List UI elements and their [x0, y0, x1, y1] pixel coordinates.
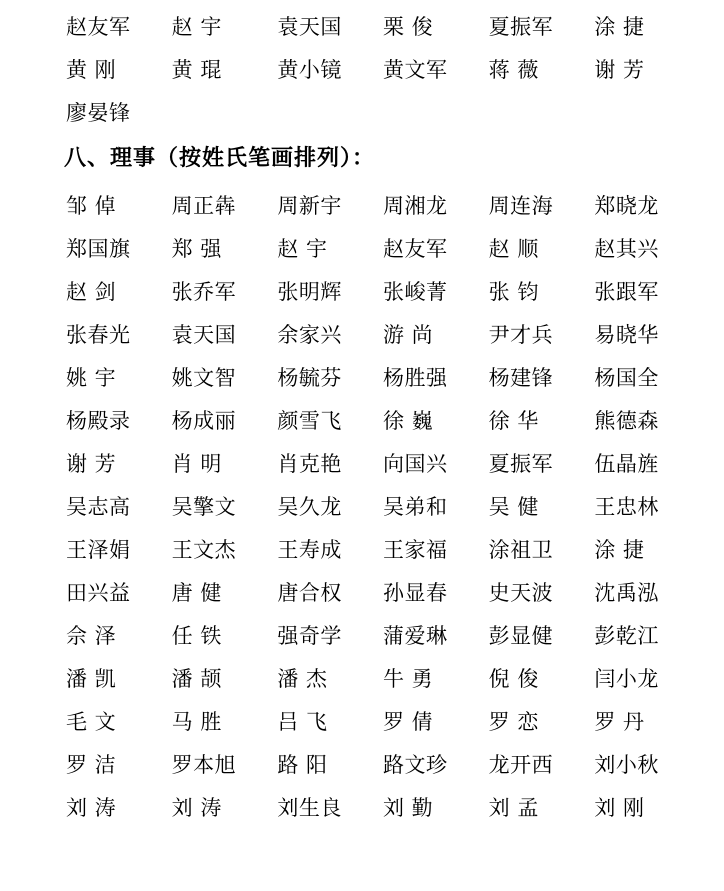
- name-cell: 王寿成: [277, 538, 342, 562]
- name-cell: 张明辉: [277, 280, 342, 304]
- name-cell: 罗 丹: [594, 710, 645, 734]
- name-cell: 杨毓芬: [277, 366, 342, 390]
- name-cell: 路文珍: [382, 753, 448, 777]
- name-cell: 郑晓龙: [594, 194, 659, 218]
- name-cell: 涂祖卫: [488, 538, 554, 562]
- name-cell: 谢 芳: [66, 452, 117, 476]
- name-cell: 罗 洁: [66, 753, 117, 777]
- name-cell: 张春光: [66, 323, 131, 347]
- name-row: [62, 185, 696, 228]
- name-cell: 涂 捷: [594, 538, 645, 562]
- name-cell: 唐 健: [171, 581, 222, 605]
- name-cell: 刘 勤: [382, 796, 434, 820]
- name-row: [62, 443, 696, 486]
- name-cell: 毛 文: [66, 710, 117, 734]
- name-cell: 唐合权: [277, 581, 342, 605]
- name-cell: 郑 强: [171, 237, 222, 261]
- name-row: [62, 271, 696, 314]
- name-cell: 王文杰: [171, 538, 237, 562]
- name-cell: 吴 健: [488, 495, 539, 519]
- name-cell: 黄小镜: [277, 58, 342, 82]
- name-cell: 赵 剑: [66, 280, 117, 304]
- name-cell: 沈禹泓: [594, 581, 659, 605]
- name-row: [62, 6, 696, 49]
- name-cell: 夏振军: [488, 452, 554, 476]
- name-cell: 马 胜: [171, 710, 222, 734]
- name-cell: 袁天国: [277, 15, 342, 39]
- name-cell: 栗 俊: [382, 15, 434, 39]
- name-cell: 徐 华: [488, 409, 539, 433]
- name-cell: 刘小秋: [594, 753, 659, 777]
- name-cell: 潘 颉: [171, 667, 222, 691]
- name-cell: 肖克艳: [277, 452, 342, 476]
- name-cell: 佘 泽: [66, 624, 117, 648]
- name-cell: 周新宇: [277, 194, 342, 218]
- name-cell: 史天波: [488, 581, 554, 605]
- name-cell: 袁天国: [171, 323, 237, 347]
- name-cell: 周正犇: [171, 194, 237, 218]
- name-cell: 尹才兵: [488, 323, 554, 347]
- name-cell: 任 铁: [171, 624, 222, 648]
- name-row: [62, 701, 696, 744]
- name-cell: 王忠林: [594, 495, 659, 519]
- name-cell: 姚 宇: [66, 366, 117, 390]
- name-cell: 邹 倬: [66, 194, 117, 218]
- name-cell: 刘 孟: [488, 796, 539, 820]
- name-cell: 杨殿录: [66, 409, 131, 433]
- name-cell: 刘 涛: [66, 796, 117, 820]
- name-row: [62, 92, 696, 135]
- name-row: [62, 400, 696, 443]
- name-cell: 赵 顺: [488, 237, 539, 261]
- name-cell: 赵友军: [66, 15, 131, 39]
- name-cell: 赵友军: [382, 237, 448, 261]
- name-cell: 罗 恋: [488, 710, 539, 734]
- name-row: [62, 615, 696, 658]
- name-cell: 吴擎文: [171, 495, 237, 519]
- name-cell: 赵其兴: [594, 237, 659, 261]
- name-cell: 王泽娟: [66, 538, 131, 562]
- name-cell: 黄 刚: [66, 58, 117, 82]
- name-cell: 潘 杰: [277, 667, 328, 691]
- name-cell: 龙开西: [488, 753, 554, 777]
- name-cell: 吴弟和: [382, 495, 448, 519]
- name-cell: 刘生良: [277, 796, 342, 820]
- name-cell: 张峻菁: [382, 280, 448, 304]
- name-row: [62, 572, 696, 615]
- name-cell: 吴久龙: [277, 495, 342, 519]
- name-cell: 游 尚: [382, 323, 434, 347]
- name-cell: 赵 宇: [171, 15, 222, 39]
- name-cell: 周连海: [488, 194, 554, 218]
- name-cell: 赵 宇: [277, 237, 328, 261]
- name-cell: 吴志高: [66, 495, 131, 519]
- name-cell: 徐 巍: [382, 409, 434, 433]
- name-row: [62, 49, 696, 92]
- name-cell: 路 阳: [277, 753, 328, 777]
- name-row: [62, 228, 696, 271]
- name-cell: 田兴益: [66, 581, 131, 605]
- name-row: [62, 486, 696, 529]
- name-cell: 杨胜强: [382, 366, 448, 390]
- name-cell: 夏振军: [488, 15, 554, 39]
- name-cell: 廖晏锋: [66, 101, 131, 125]
- name-cell: 张跟军: [594, 280, 659, 304]
- name-cell: 彭乾江: [594, 624, 659, 648]
- name-cell: 周湘龙: [382, 194, 448, 218]
- name-cell: 倪 俊: [488, 667, 539, 691]
- name-cell: 姚文智: [171, 366, 237, 390]
- name-cell: 向国兴: [382, 452, 448, 476]
- name-cell: 强奇学: [277, 624, 342, 648]
- name-cell: 余家兴: [277, 323, 342, 347]
- name-cell: 孙显春: [382, 581, 448, 605]
- name-cell: 杨国全: [594, 366, 659, 390]
- name-row: [62, 529, 696, 572]
- name-cell: 谢 芳: [594, 58, 645, 82]
- name-row: [62, 658, 696, 701]
- name-cell: 吕 飞: [277, 710, 328, 734]
- name-cell: 伍晶旌: [594, 452, 659, 476]
- name-cell: 蒲爱琳: [382, 624, 448, 648]
- name-row: [62, 744, 696, 787]
- name-cell: 黄文军: [382, 58, 448, 82]
- name-cell: 张 钧: [488, 280, 539, 304]
- name-cell: 牛 勇: [382, 667, 434, 691]
- name-cell: 黄 琨: [171, 58, 222, 82]
- name-cell: 彭显健: [488, 624, 554, 648]
- name-cell: 刘 刚: [594, 796, 645, 820]
- name-cell: 熊德森: [594, 409, 659, 433]
- name-cell: 杨成丽: [171, 409, 237, 433]
- name-row: [62, 787, 696, 830]
- name-cell: 蒋 薇: [488, 58, 539, 82]
- name-cell: 闫小龙: [594, 667, 659, 691]
- name-cell: 颜雪飞: [277, 409, 342, 433]
- name-row: [62, 314, 696, 357]
- name-cell: 罗本旭: [171, 753, 237, 777]
- name-cell: 郑国旗: [66, 237, 131, 261]
- name-cell: 刘 涛: [171, 796, 222, 820]
- name-cell: 张乔军: [171, 280, 237, 304]
- name-row: [62, 357, 696, 400]
- name-cell: 肖 明: [171, 452, 222, 476]
- name-cell: 潘 凯: [66, 667, 117, 691]
- name-cell: 杨建锋: [488, 366, 554, 390]
- name-cell: 罗 倩: [382, 710, 434, 734]
- section-heading: 八、理事（按姓氏笔画排列）：: [64, 145, 376, 171]
- top-name-list: [62, 6, 696, 135]
- director-name-list: [62, 185, 696, 830]
- name-cell: 易晓华: [594, 323, 659, 347]
- name-cell: 王家福: [382, 538, 448, 562]
- name-cell: 涂 捷: [594, 15, 645, 39]
